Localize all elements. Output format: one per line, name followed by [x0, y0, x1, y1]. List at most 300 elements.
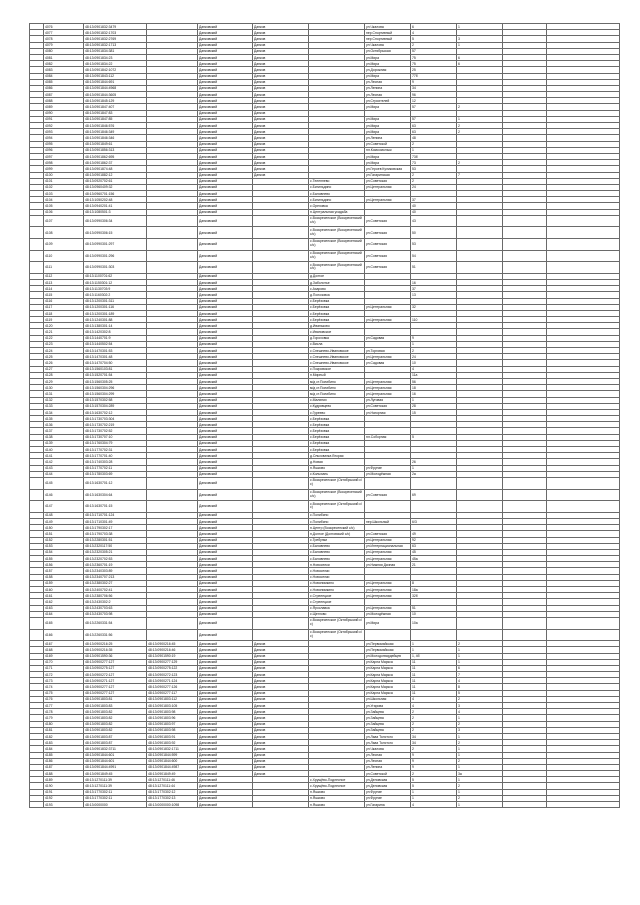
cell-street: ул.Льва Толстого	[365, 740, 411, 746]
cell-house: 10	[411, 360, 457, 366]
cell-locality: с.Берёзовка	[309, 440, 365, 446]
cell-district: Данковский	[198, 348, 253, 354]
cell-house: 1	[411, 465, 457, 471]
cell-related-cadastral-number: 48:13:0901832:1711	[147, 746, 198, 752]
cell-town: Данков	[253, 672, 309, 678]
cell-cadastral-number: 48:13:1790302:17	[84, 525, 147, 531]
cell-district: Данковский	[198, 323, 253, 329]
cell-apartment: 6	[457, 665, 503, 671]
cell-related-cadastral-number: 48:13:1270111:46	[147, 777, 198, 783]
cell-district: Данковский	[198, 129, 253, 135]
cell-locality: с.Воскресенское (Воскресенский с/с)	[309, 489, 365, 501]
cell-street: ул.Молодёжная	[365, 471, 411, 477]
cell-locality: с.Воскресенское (Воскресенский с/с)	[309, 262, 365, 274]
cell-cadastral-number: 48:13:1770702:31	[84, 447, 147, 453]
cell-locality: с.Гуреево	[309, 409, 365, 415]
cell-empty	[547, 617, 620, 629]
cell-row-number: 4126	[44, 360, 84, 366]
cell-district: Данковский	[198, 740, 253, 746]
cell-district: Данковский	[198, 116, 253, 122]
cell-cadastral-number: 48:13:0901832:3479	[84, 24, 147, 30]
cell-row-number: 4135	[44, 416, 84, 422]
cell-house: 45а	[411, 556, 457, 562]
cell-house: 12	[411, 98, 457, 104]
cell-locality: с.Бигильдино	[309, 197, 365, 203]
cell-street: ул.Фрунзе	[365, 795, 411, 801]
cell-town	[253, 489, 309, 501]
cell-apartment: 1	[457, 733, 503, 739]
cell-cadastral-number: 48:13:2380302:27	[84, 580, 147, 586]
cell-district: Данковский	[198, 397, 253, 403]
cell-cadastral-number: 48:13:1630702:12	[84, 409, 147, 415]
cell-row-number: 4131	[44, 391, 84, 397]
cell-locality: с.Воскресенское (Воскресенский с/с)	[309, 215, 365, 227]
cell-cadastral-number: 48:13:1470704:50	[84, 360, 147, 366]
cell-row-number: 4177	[44, 703, 84, 709]
cell-apartment: 2	[457, 160, 503, 166]
cell-house: 34	[411, 85, 457, 91]
cell-empty	[503, 239, 547, 251]
cell-district: Данковский	[198, 85, 253, 91]
cell-district: Данковский	[198, 746, 253, 752]
cell-house: 11	[411, 659, 457, 665]
table-row	[30, 617, 620, 629]
cell-related-cadastral-number: 48:13:0900216:46	[147, 647, 198, 653]
cell-row-number: 4161	[44, 593, 84, 599]
cell-house: 4	[411, 696, 457, 702]
cell-locality: п.Яшково	[309, 795, 365, 801]
cell-house: 2	[411, 746, 457, 752]
cell-district: Данковский	[198, 599, 253, 605]
cell-row-number: 4176	[44, 696, 84, 702]
cell-cadastral-number: 48:13:2430703:98	[84, 611, 147, 617]
cell-apartment: 3	[457, 703, 503, 709]
cell-cadastral-number: 48:13:1560304:299	[84, 391, 147, 397]
cell-apartment: 4	[457, 709, 503, 715]
cell-house: 77б	[411, 73, 457, 79]
cell-house: 1	[411, 789, 457, 795]
cell-street: пер.Спортивный	[365, 30, 411, 36]
cell-cadastral-number: 48:13:1730707:10	[84, 434, 147, 440]
cell-town	[253, 250, 309, 262]
cell-locality: с.Покровское	[309, 366, 365, 372]
cell-empty	[503, 250, 547, 262]
cell-town: Данков	[253, 703, 309, 709]
cell-house: 5	[411, 777, 457, 783]
cell-cadastral-number: 48:13:1630304:64	[84, 489, 147, 501]
cell-street: ул.Мира	[365, 129, 411, 135]
cell-related-cadastral-number: 48:13:1270111:44	[147, 783, 198, 789]
cell-cadastral-number: 48:13:0940201:41	[84, 203, 147, 209]
cell-district: Данковский	[198, 279, 253, 285]
cell-cadastral-number: 48:13:2430302:2	[84, 599, 147, 605]
cell-town: Данков	[253, 696, 309, 702]
cell-street: ул.Первомайская	[365, 641, 411, 647]
cell-street: ул.Центральная	[365, 304, 411, 310]
cell-cadastral-number: 48:13:1560103:81	[84, 366, 147, 372]
cell-related-cadastral-number: 48:13:0901844:599	[147, 752, 198, 758]
cell-apartment	[457, 489, 503, 501]
cell-row-number: 4093	[44, 129, 84, 135]
cell-house: 4	[411, 802, 457, 808]
cell-town: Данков	[253, 678, 309, 684]
cell-empty	[547, 501, 620, 513]
cell-street	[365, 629, 411, 641]
cell-street: ул.Молодогвардейцев	[365, 653, 411, 659]
cell-locality: с.Воскресенское (Воскресенский с/с)	[309, 227, 365, 239]
cell-district: Данковский	[198, 317, 253, 323]
cell-row-number: 4169	[44, 653, 84, 659]
cell-row-number: 4154	[44, 549, 84, 555]
cell-row-number: 4119	[44, 317, 84, 323]
cell-house: 9	[411, 752, 457, 758]
cell-street: ул.Интернациональная	[365, 543, 411, 549]
cell-locality: п.Центральная усадьба	[309, 209, 365, 215]
cell-street: ул.Советской	[365, 141, 411, 147]
cell-cadastral-number: 48:13:1440502:54	[84, 341, 147, 347]
cell-district: Данковский	[198, 135, 253, 141]
cell-district: Данковский	[198, 360, 253, 366]
cell-house: 11	[411, 690, 457, 696]
cell-town: Данков	[253, 709, 309, 715]
cell-row-number: 4114	[44, 286, 84, 292]
cell-district: Данковский	[198, 537, 253, 543]
cell-cadastral-number: 48:13:1760304:79	[84, 440, 147, 446]
cell-street: ул.Центральная	[365, 593, 411, 599]
cell-apartment: 1	[457, 764, 503, 770]
cell-street: ул.Лесная	[365, 92, 411, 98]
cell-house: 26	[411, 459, 457, 465]
cell-locality: с.Берёзовка	[309, 304, 365, 310]
cell-street: ул.Центральная	[365, 385, 411, 391]
cell-house: 18	[411, 385, 457, 391]
cell-street: ул.Центральная	[365, 378, 411, 384]
cell-town: Данков	[253, 721, 309, 727]
cell-district: Данковский	[198, 329, 253, 335]
cell-row-number: 4173	[44, 678, 84, 684]
cell-cadastral-number: 48:13:0901846:349	[84, 129, 147, 135]
cell-district: Данковский	[198, 61, 253, 67]
cell-cadastral-number: 48:13:1270111:39	[84, 777, 147, 783]
cell-town: Данков	[253, 758, 309, 764]
cell-house: 53	[411, 239, 457, 251]
cell-row-number: 4158	[44, 574, 84, 580]
cell-related-cadastral-number: 48:13:0901803:91	[147, 733, 198, 739]
cell-district: Данковский	[198, 239, 253, 251]
cell-locality: с.Баловнево	[309, 556, 365, 562]
cell-district: Данковский	[198, 605, 253, 611]
table-row	[30, 250, 620, 262]
cell-cadastral-number: 48:13:1520701:54	[84, 372, 147, 378]
cell-cadastral-number: 48:13:2380706:56	[84, 593, 147, 599]
cell-locality: м/д ст.Полибино	[309, 391, 365, 397]
cell-cadastral-number: 48:13:1560304:296	[84, 385, 147, 391]
cell-district: Данковский	[198, 440, 253, 446]
cell-street: ул.Угарова	[365, 703, 411, 709]
cell-district: Данковский	[198, 67, 253, 73]
cell-locality: с.Стрелецкое	[309, 599, 365, 605]
cell-house: 73б	[411, 153, 457, 159]
cell-town: Данков	[253, 110, 309, 116]
cell-town: Данков	[253, 123, 309, 129]
cell-empty	[547, 227, 620, 239]
cell-cadastral-number: 48:13:1730702:52	[84, 428, 147, 434]
cell-street: ул.Советская	[365, 403, 411, 409]
cell-apartment: 3а	[457, 771, 503, 777]
cell-district: Данковский	[198, 629, 253, 641]
cell-related-cadastral-number	[147, 629, 198, 641]
cell-district: Данковский	[198, 764, 253, 770]
cell-cadastral-number: 48:13:0901832:1703	[84, 30, 147, 36]
cell-cadastral-number: 48:13:0990301:297	[84, 239, 147, 251]
cell-row-number: 4155	[44, 556, 84, 562]
cell-street: пл.Комсомольск	[365, 147, 411, 153]
cell-apartment: 1	[457, 752, 503, 758]
cell-district: Данковский	[198, 684, 253, 690]
cell-district: Данковский	[198, 42, 253, 48]
cell-row-number: 4148	[44, 512, 84, 518]
cell-cadastral-number: 48:13:2400702:41	[84, 587, 147, 593]
cell-cadastral-number: 48:13:0000000	[84, 802, 147, 808]
cell-district: Данковский	[198, 298, 253, 304]
cell-empty	[30, 262, 44, 274]
cell-row-number: 4156	[44, 562, 84, 568]
cell-district: Данковский	[198, 36, 253, 42]
cell-cadastral-number: 48:13:0901834:23	[84, 54, 147, 60]
cell-row-number: 4132	[44, 397, 84, 403]
cell-town	[253, 239, 309, 251]
cell-empty	[503, 489, 547, 501]
cell-related-cadastral-number: 48:13:0900271:124	[147, 678, 198, 684]
cell-street: ул.Мира	[365, 73, 411, 79]
cell-apartment: 1	[457, 24, 503, 30]
cell-row-number: 4138	[44, 434, 84, 440]
cell-house: 75	[411, 54, 457, 60]
cell-row-number: 4180	[44, 721, 84, 727]
cell-house: 48	[411, 135, 457, 141]
cell-cadastral-number: 48:13:1050202:48	[84, 197, 147, 203]
cell-empty	[547, 629, 620, 641]
cell-cadastral-number: 48:13:0901803:81	[84, 696, 147, 702]
cell-row-number: 4179	[44, 715, 84, 721]
cell-street: ул.Деловская	[365, 783, 411, 789]
cell-locality: с.Воскресенское (Октябрьский с/с)	[309, 477, 365, 489]
cell-cadastral-number: 48:13:1790703:38	[84, 531, 147, 537]
cell-row-number: 4113	[44, 279, 84, 285]
cell-district: Данковский	[198, 403, 253, 409]
cell-town: Данков	[253, 653, 309, 659]
cell-apartment: 1	[457, 653, 503, 659]
cell-house: 8	[411, 580, 457, 586]
cell-town: Данков	[253, 746, 309, 752]
cell-apartment: 6	[457, 61, 503, 67]
cell-empty	[30, 802, 44, 808]
cell-row-number: 4140	[44, 447, 84, 453]
cell-town: Данков	[253, 715, 309, 721]
cell-house: 45	[411, 549, 457, 555]
cell-cadastral-number: 48:13:0990301:296	[84, 250, 147, 262]
cell-town: Данков	[253, 153, 309, 159]
cell-row-number: 4083	[44, 67, 84, 73]
cell-row-number: 4112	[44, 273, 84, 279]
cell-cadastral-number: 48:13:1270111:39	[84, 783, 147, 789]
cell-apartment	[457, 215, 503, 227]
cell-cadastral-number: 48:13:0901844:3605	[84, 92, 147, 98]
cell-row-number: 4127	[44, 366, 84, 372]
cell-street: ул.Школьная	[365, 696, 411, 702]
cell-district: Данковский	[198, 568, 253, 574]
cell-row-number: 4090	[44, 110, 84, 116]
cell-related-cadastral-number	[147, 262, 198, 274]
cell-district: Данковский	[198, 141, 253, 147]
cell-district: Данковский	[198, 593, 253, 599]
cell-locality: с.Берёзовка	[309, 434, 365, 440]
cell-house: 9	[411, 79, 457, 85]
cell-street: ул.Лесная	[365, 79, 411, 85]
cell-street: ул.Центральная	[365, 549, 411, 555]
cell-street: ул.Героев Куликовская	[365, 166, 411, 172]
cell-row-number: 4111	[44, 262, 84, 274]
cell-house: 32б	[411, 593, 457, 599]
cell-empty	[503, 227, 547, 239]
cell-locality: д.Иваньково	[309, 323, 365, 329]
cell-locality: с.Спешнево-Ивановское	[309, 360, 365, 366]
cell-apartment	[457, 250, 503, 262]
cell-district: Данковский	[198, 678, 253, 684]
cell-related-cadastral-number	[147, 617, 198, 629]
cell-related-cadastral-number: 48:13:0900277:129	[147, 659, 198, 665]
cell-district: Данковский	[198, 123, 253, 129]
cell-district: Данковский	[198, 465, 253, 471]
cell-cadastral-number: 48:13:1780303:69	[84, 471, 147, 477]
cell-house: 34	[411, 733, 457, 739]
cell-district: Данковский	[198, 696, 253, 702]
cell-town: Данков	[253, 30, 309, 36]
cell-cadastral-number: 48:13:0901849:45	[84, 771, 147, 777]
cell-row-number: 4136	[44, 422, 84, 428]
cell-locality: п.Яшково	[309, 465, 365, 471]
cell-apartment	[457, 501, 503, 513]
cell-locality: с.Новонимкино	[309, 587, 365, 593]
cell-empty	[30, 250, 44, 262]
cell-street: ул.Мира	[365, 153, 411, 159]
cell-street: ул.Мира	[365, 104, 411, 110]
cell-row-number: 4076	[44, 24, 84, 30]
cell-apartment: 7	[457, 172, 503, 178]
cell-district: Данковский	[198, 543, 253, 549]
cell-row-number: 4168	[44, 647, 84, 653]
cell-district: Данковский	[198, 262, 253, 274]
cell-district: Данковский	[198, 166, 253, 172]
cell-row-number: 4171	[44, 665, 84, 671]
cell-house: 1	[411, 641, 457, 647]
cell-apartment: 2	[457, 641, 503, 647]
cell-district: Данковский	[198, 789, 253, 795]
cell-district: Данковский	[198, 518, 253, 524]
cell-row-number: 4104	[44, 197, 84, 203]
cell-district: Данковский	[198, 428, 253, 434]
cell-row-number: 4082	[44, 61, 84, 67]
cell-house: 73	[411, 160, 457, 166]
cell-district: Данковский	[198, 733, 253, 739]
cell-street: ул.Центральная	[365, 354, 411, 360]
cell-street: ул.Фрунзе	[365, 789, 411, 795]
cell-house: 5	[411, 783, 457, 789]
cell-row-number: 4129	[44, 378, 84, 384]
cell-house: 5	[411, 36, 457, 42]
cell-row-number: 4100	[44, 172, 84, 178]
cell-district: Данковский	[198, 653, 253, 659]
cell-house: 1	[411, 795, 457, 801]
cell-district: Данковский	[198, 215, 253, 227]
cell-district: Данковский	[198, 690, 253, 696]
cell-locality: с.Хрущёво-Подлесное	[309, 783, 365, 789]
cell-district: Данковский	[198, 617, 253, 629]
cell-apartment: 3	[457, 727, 503, 733]
cell-row-number: 4109	[44, 239, 84, 251]
cell-locality: с.Малинки	[309, 397, 365, 403]
cell-house: 57	[411, 48, 457, 54]
cell-district: Данковский	[198, 459, 253, 465]
table-row	[30, 802, 620, 808]
cell-cadastral-number: 48:13:0900277:127	[84, 659, 147, 665]
cell-street: ул.Лесная	[365, 758, 411, 764]
cell-house: 15	[411, 409, 457, 415]
cell-house: 40	[411, 203, 457, 209]
cell-district: Данковский	[198, 147, 253, 153]
cell-row-number: 4106	[44, 209, 84, 215]
cell-row-number: 4116	[44, 298, 84, 304]
cell-row-number: 4117	[44, 304, 84, 310]
cell-street: ул.Советская	[365, 531, 411, 537]
cell-row-number: 4134	[44, 409, 84, 415]
cell-related-cadastral-number: 48:13:0000000:1098	[147, 802, 198, 808]
cell-house: 43	[411, 215, 457, 227]
cell-locality: д.Гороховка	[309, 335, 365, 341]
cell-locality: д.Полозовка	[309, 292, 365, 298]
cell-street: ул.Мира	[365, 116, 411, 122]
cell-apartment: 2	[457, 123, 503, 129]
cell-locality: д.Долгое	[309, 273, 365, 279]
cell-town: Данков	[253, 733, 309, 739]
cell-row-number: 4144	[44, 471, 84, 477]
cell-row-number: 4084	[44, 73, 84, 79]
cell-district: Данковский	[198, 203, 253, 209]
cell-related-cadastral-number: 48:13:1770302:13	[147, 795, 198, 801]
cell-district: Данковский	[198, 184, 253, 190]
cell-street: ул.Центральная	[365, 587, 411, 593]
cell-cadastral-number: 48:13:0900272:127	[84, 672, 147, 678]
cell-row-number: 4089	[44, 104, 84, 110]
cell-empty	[547, 489, 620, 501]
cell-cadastral-number: 48:13:2340303:89	[84, 568, 147, 574]
cell-locality: с.Берёзовка	[309, 422, 365, 428]
cell-related-cadastral-number	[147, 489, 198, 501]
cell-district: Данковский	[198, 802, 253, 808]
cell-street: ул.Ленина	[365, 85, 411, 91]
cell-street: ул.Центральная	[365, 605, 411, 611]
cell-street: ул.Советской	[365, 771, 411, 777]
cell-row-number: 4170	[44, 659, 84, 665]
cell-house: 1	[411, 341, 457, 347]
cell-town	[253, 629, 309, 641]
cell-apartment: 1	[457, 802, 503, 808]
cell-apartment	[457, 477, 503, 489]
cell-house: 25	[411, 67, 457, 73]
cell-row-number: 4188	[44, 771, 84, 777]
cell-row-number: 4124	[44, 348, 84, 354]
table-row	[30, 629, 620, 641]
